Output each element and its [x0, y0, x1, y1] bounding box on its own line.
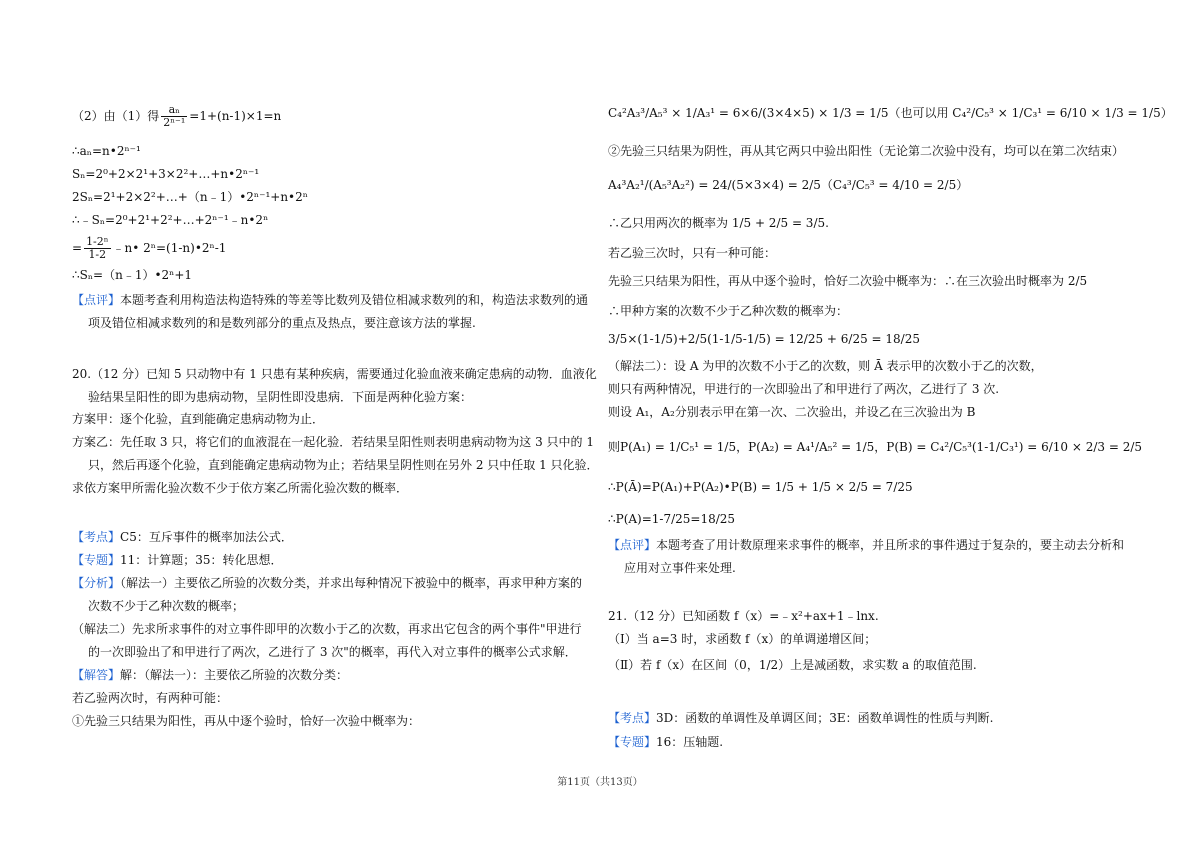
r-line-6: 先验三只结果为阳性，再从中逐个验时，恰好二次验中概率为：∴在三次验出时概率为 2/5	[608, 274, 1088, 288]
eq-line-2: ∴aₙ=n•2ⁿ⁻¹	[72, 144, 141, 158]
comment-line-1: 【点评】本题考查利用构造法构造特殊的等差等比数列及错位相减求数列的和，构造法求数列的通	[72, 293, 589, 307]
q21-line-1: 21.（12 分）已知函数 f（x）=﹣x²+ax+1﹣lnx.	[608, 609, 879, 623]
fenxi-line-2: 次数不少于乙种次数的概率；	[88, 599, 245, 613]
r-line-10: 则只有两种情况，甲进行的一次即验出了和甲进行了两次，乙进行了 3 次.	[608, 382, 1000, 396]
r-line-3: A₄³A₂¹/(A₅³A₂²) = 24/(5×3×4) = 2/5（C₄³/C₅³ = 4/10 = 2/5）	[608, 178, 969, 192]
q20-line-1: 20.（12 分）已知 5 只动物中有 1 只患有某种疾病，需要通过化验血液来确定患病的动物．血液化	[72, 367, 597, 381]
r-line-5: 若乙验三次时，只有一种可能：	[608, 246, 777, 260]
fraction: $\frac{\text{aₙ}}{\text{2ⁿ⁻¹}}$	[163, 103, 186, 129]
q20-line-2: 验结果呈阳性的即为患病动物，呈阴性即没患病．下面是两种化验方案：	[88, 390, 473, 404]
r-line-9: （解法二）：设 A 为甲的次数不小于乙的次数，则 Ā 表示甲的次数小于乙的次数，	[608, 359, 1043, 373]
kaodian-line: 【考点】C5：互斥事件的概率加法公式．	[72, 530, 293, 544]
fraction: $\frac{\text{1-2ⁿ}}{1-2}$	[86, 235, 109, 261]
eq-line-3: Sₙ=2⁰+2×2¹+3×2²+…+n•2ⁿ⁻¹	[72, 167, 260, 181]
kaodian-line: 【考点】3D：函数的单调性及单调区间；3E：函数单调性的性质与判断.	[608, 711, 994, 725]
fenxi-line-1: 【分析】（解法一）主要依乙所验的次数分类，并求出每种情况下被验中的概率，再求甲种方案的	[72, 576, 583, 590]
q20-line-5: 只，然后再逐个化验，直到能确定患病动物为止；若结果呈阴性则在另外 2 只中任取 1 只化验．	[88, 458, 599, 472]
r-line-11: 则设 A₁，A₂分别表示甲在第一次、二次验出，并设乙在三次验出为 B	[608, 405, 976, 419]
page-footer: 第11页（共13页）	[557, 777, 643, 788]
jieda-line: 【解答】解：（解法一）：主要依乙所验的次数分类：	[72, 668, 349, 682]
eq-line-5: ∴﹣Sₙ=2⁰+2¹+2²+…+2ⁿ⁻¹﹣n•2ⁿ	[72, 213, 269, 227]
zhuanti-line: 【专题】16：压轴题.	[608, 735, 724, 749]
eq-line-1: （2）由（1）得 $\frac{\text{aₙ}}{\text{2ⁿ⁻¹}}$ =1+(n-1)×1=n	[72, 103, 282, 129]
pingjia-line-2: 应用对立事件来处理.	[624, 561, 736, 575]
pingjia-line-1: 【点评】本题考查了用计数原理来求事件的概率，并且所求的事件遇过于复杂的，要主动去分析和	[608, 538, 1125, 552]
solution-line-1: 若乙验两次时，有两种可能：	[72, 691, 229, 705]
q21-line-2: （Ⅰ）当 a=3 时，求函数 f（x）的单调递增区间；	[608, 632, 877, 646]
eq-line-4: 2Sₙ=2¹+2×2²+…+（n﹣1）•2ⁿ⁻¹+n•2ⁿ	[72, 190, 308, 204]
eq-line-7: ∴Sₙ=（n﹣1）•2ⁿ+1	[72, 268, 193, 282]
r-line-4: ∴乙只用两次的概率为 1/5 + 2/5 = 3/5.	[608, 216, 829, 230]
r-line-13: ∴P(Ā)=P(A₁)+P(A₂)•P(B) = 1/5 + 1/5 × 2/5 = 7/25	[608, 480, 913, 494]
r-line-2: ②先验三只结果为阴性，再从其它两只中验出阳性（无论第二次验中没有，均可以在第二次结束）	[608, 144, 1125, 158]
comment-tag: 【点评】	[72, 293, 121, 307]
zhuanti-line: 【专题】11：计算题；35：转化思想．	[72, 553, 283, 567]
q20-line-3: 方案甲：逐个化验，直到能确定患病动物为止．	[72, 412, 325, 426]
q20-line-6: 求依方案甲所需化验次数不少于依方案乙所需化验次数的概率．	[72, 481, 409, 495]
q20-line-4: 方案乙：先任取 3 只，将它们的血液混在一起化验．若结果呈阳性则表明患病动物为这 3 只中的 1	[72, 435, 594, 449]
r-line-7: ∴甲种方案的次数不少于乙种次数的概率为：	[608, 304, 849, 318]
solution-line-2: ①先验三只结果为阳性，再从中逐个验时，恰好一次验中概率为：	[72, 714, 421, 728]
r-line-8: 3/5×(1-1/5)+2/5(1-1/5-1/5) = 12/25 + 6/25 = 18/25	[608, 332, 920, 346]
comment-line-2: 项及错位相减求数列的和是数列部分的重点及热点，要注意该方法的掌握.	[88, 316, 476, 330]
q21-line-3: （Ⅱ）若 f（x）在区间（0，1/2）上是减函数，求实数 a 的取值范围.	[608, 658, 977, 672]
r-line-1: C₄²A₃³/A₅³ × 1/A₃¹ = 6×6/(3×4×5) × 1/3 = 1/5（也可以用 C₄²/C₅³ × 1/C₃¹ = 6/10 × 1/3 = 1/5）	[608, 106, 1173, 120]
r-line-12: 则P(A₁) = 1/C₅¹ = 1/5，P(A₂) = A₄¹/A₅² = 1/5，P(B) = C₄²/C₅³(1-1/C₃¹) = 6/10 × 2/3 = 2/5	[608, 440, 1143, 454]
r-line-14: ∴P(A)=1-7/25=18/25	[608, 512, 736, 526]
fenxi-line-4: 的一次即验出了和甲进行了两次，乙进行了 3 次"的概率，再代入对立事件的概率公式求解．	[88, 645, 577, 659]
fenxi-line-3: （解法二）先求所求事件的对立事件即甲的次数小于乙的次数，再求出它包含的两个事件"甲进行	[72, 622, 582, 636]
eq-line-6: = $\frac{\text{1-2ⁿ}}{1-2}$ ﹣n• 2ⁿ=(1-n)•2ⁿ-1	[72, 235, 227, 261]
